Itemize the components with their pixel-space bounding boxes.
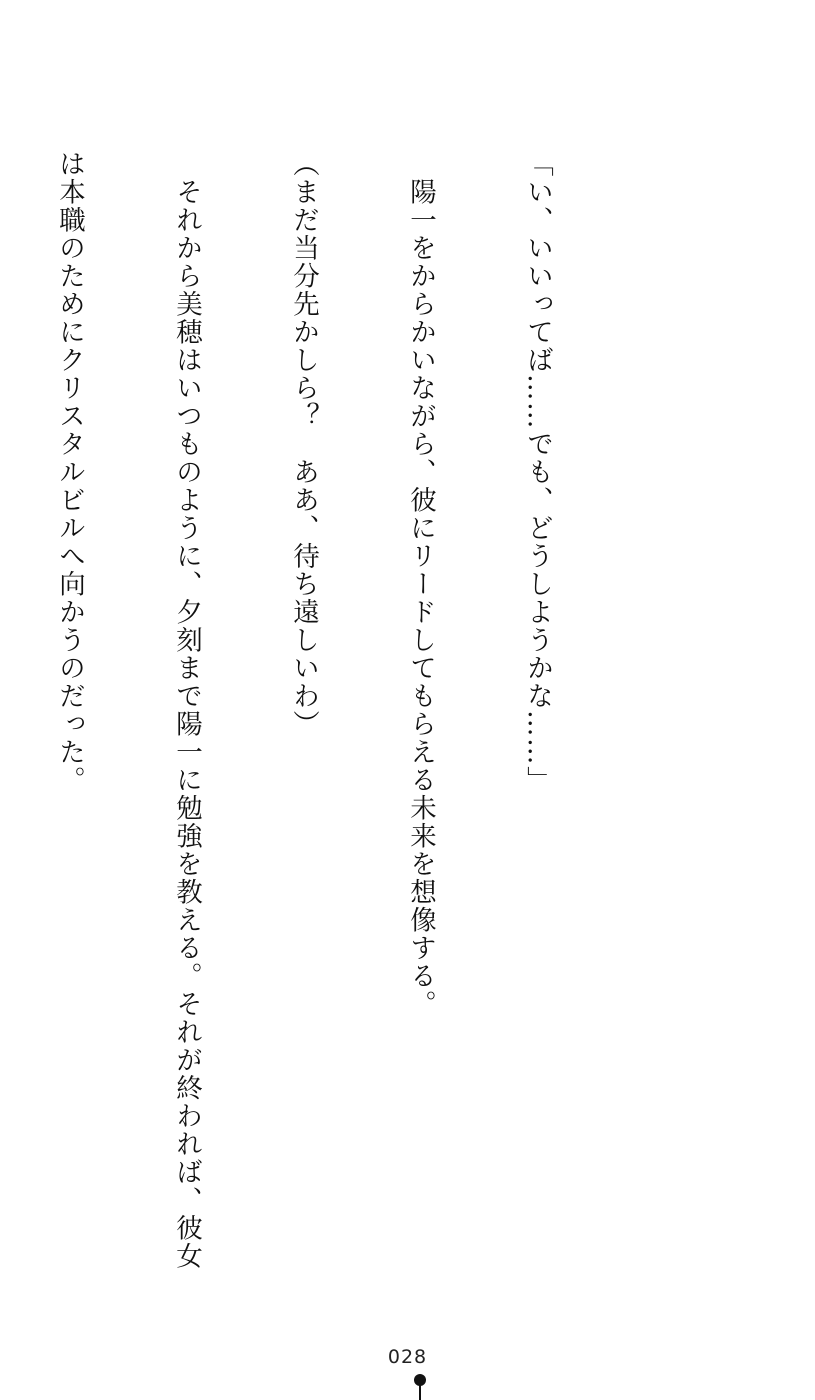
page-number: 028 (387, 1346, 428, 1368)
text-line: 陽一をからかいながら、彼にリードしてもらえる未来を想像する。 (405, 150, 436, 1018)
bookmark-marker-icon (414, 1374, 426, 1400)
text-line: 「い、いいってば……でも、どうしようかな……」 (522, 150, 553, 794)
text-line: （まだ当分先かしら？ ああ、待ち遠しいわ） (288, 150, 319, 738)
text-line: それから美穂はいつものように、夕刻まで陽一に勉強を教える。それが終われば、彼女 (171, 150, 202, 1270)
vertical-text-block (0, 150, 635, 1270)
marker-stem (419, 1382, 421, 1400)
text-line: は本職のためにクリスタルビルへ向かうのだった。 (54, 150, 85, 794)
